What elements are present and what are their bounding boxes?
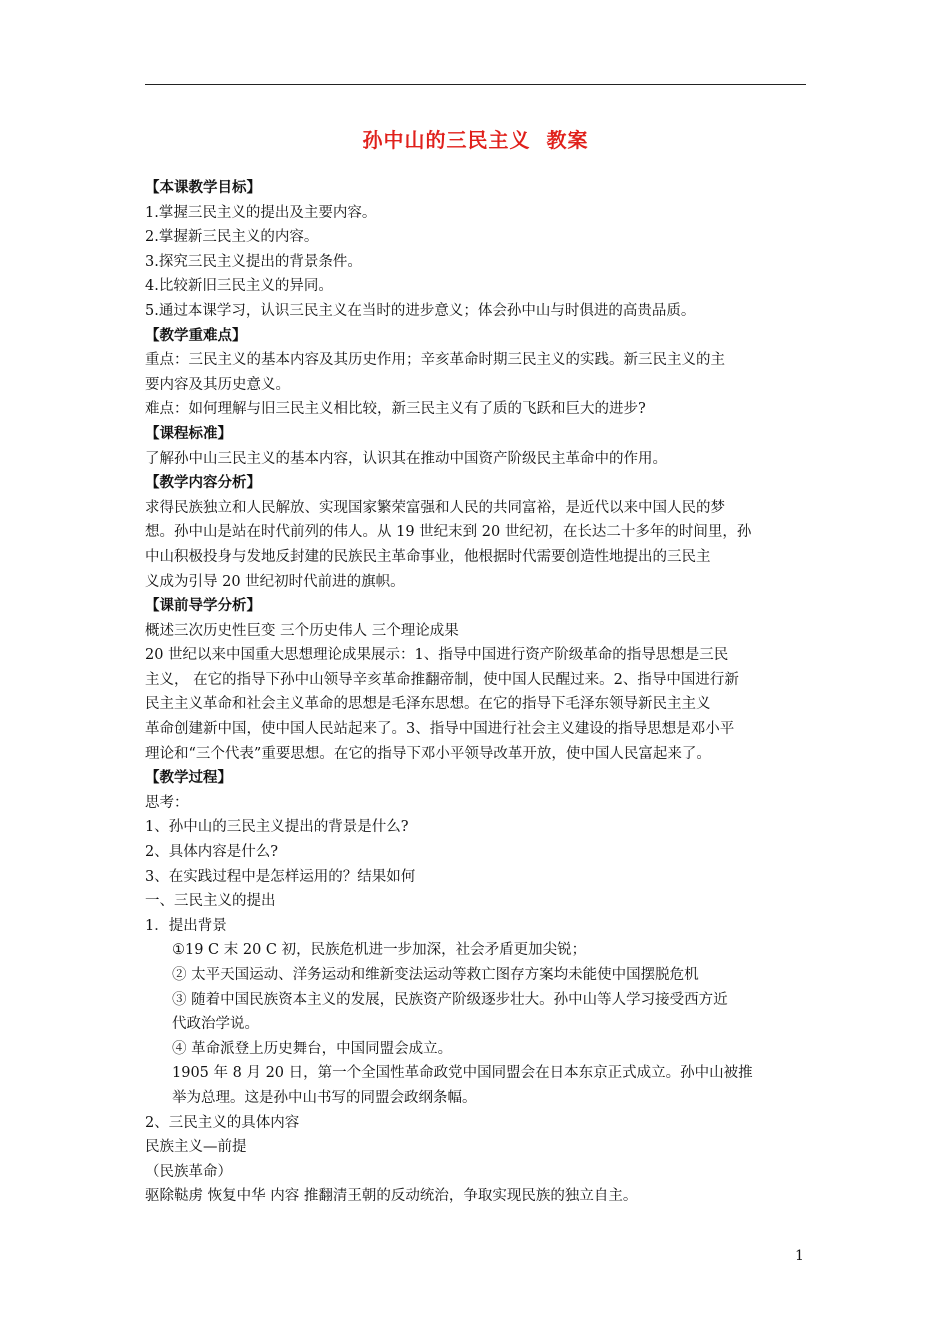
text-line: 思考： (145, 794, 189, 811)
section-heading: 【教学重难点】 (145, 327, 247, 344)
text-line: 1.掌握三民主义的提出及主要内容。 (145, 204, 377, 221)
text-line: 义成为引导 20 世纪初时代前进的旗帜。 (145, 573, 405, 590)
text-line: 想。孙中山是站在时代前列的伟人。从 19 世纪末到 20 世纪初，在长达二十多年的时间里，孙 (145, 524, 752, 541)
section-heading: 【教学过程】 (145, 770, 232, 787)
text-line: 中山积极投身与发地反封建的民族民主革命事业，他根据时代需要创造性地提出的三民主 (145, 548, 711, 565)
header-rule (145, 84, 806, 85)
text-line: 1．提出背景 (145, 917, 227, 934)
text-line: 主义， 在它的指导下孙中山领导辛亥革命推翻帝制，使中国人民醒过来。2、指导中国进行新 (145, 671, 739, 688)
text-line: （民族革命） (145, 1163, 232, 1180)
text-line: 要内容及其历史意义。 (145, 376, 290, 393)
text-line: 求得民族独立和人民解放、实现国家繁荣富强和人民的共同富裕，是近代以来中国人民的梦 (145, 499, 725, 516)
text-line: 1905 年 8 月 20 日，第一个全国性革命政党中国同盟会在日本东京正式成立。孙中山被推 (172, 1065, 753, 1082)
text-line: ①19 C 末 20 C 初，民族危机进一步加深，社会矛盾更加尖锐； (172, 942, 587, 959)
text-line: ④ 革命派登上历史舞台，中国同盟会成立。 (172, 1040, 453, 1057)
page-number: 1 (795, 1248, 804, 1264)
section-heading: 【教学内容分析】 (145, 475, 261, 492)
section-heading: 【课前导学分析】 (145, 598, 261, 615)
text-line: 革命创建新中国，使中国人民站起来了。3、指导中国进行社会主义建设的指导思想是邓小平 (145, 721, 735, 738)
text-line: 1、孙中山的三民主义提出的背景是什么? (145, 819, 409, 836)
text-line: 2、具体内容是什么? (145, 844, 278, 861)
text-line: 概述三次历史性巨变 三个历史伟人 三个理论成果 (145, 622, 459, 639)
text-line: 一、三民主义的提出 (145, 893, 276, 910)
text-line: ③ 随着中国民族资本主义的发展，民族资产阶级逐步壮大。孙中山等人学习接受西方近 (172, 991, 728, 1008)
page-title: 孙中山的三民主义 教案 (362, 128, 589, 152)
text-line: ② 太平天国运动、洋务运动和维新变法运动等救亡图存方案均未能使中国摆脱危机 (172, 967, 699, 983)
text-line: 了解孙中山三民主义的基本内容，认识其在推动中国资产阶级民主革命中的作用。 (145, 450, 667, 467)
text-line: 举为总理。这是孙中山书写的同盟会政纲条幅。 (172, 1089, 477, 1106)
text-line: 理论和“三个代表”重要思想。在它的指导下邓小平领导改革开放，使中国人民富起来了。 (145, 745, 711, 762)
text-line: 20 世纪以来中国重大思想理论成果展示：1、指导中国进行资产阶级革命的指导思想是三民 (145, 647, 729, 664)
text-line: 4.比较新旧三民主义的异同。 (145, 278, 333, 295)
text-line: 2、三民主义的具体内容 (145, 1114, 300, 1131)
text-line: 难点：如何理解与旧三民主义相比较，新三民主义有了质的飞跃和巨大的进步? (145, 401, 646, 418)
text-line: 驱除鞑虏 恢复中华 内容 推翻清王朝的反动统治，争取实现民族的独立自主。 (145, 1188, 638, 1205)
text-line: 民族主义—前提 (145, 1139, 247, 1156)
text-line: 3、在实践过程中是怎样运用的？结果如何 (145, 868, 416, 885)
text-line: 民主主义革命和社会主义革命的思想是毛泽东思想。在它的指导下毛泽东领导新民主主义 (145, 696, 711, 713)
text-line: 3.探究三民主义提出的背景条件。 (145, 253, 362, 270)
section-heading: 【课程标准】 (145, 425, 232, 442)
text-line: 重点：三民主义的基本内容及其历史作用；辛亥革命时期三民主义的实践。新三民主义的主 (145, 352, 725, 369)
text-line: 5.通过本课学习，认识三民主义在当时的进步意义；体会孙中山与时俱进的高贵品质。 (145, 302, 696, 319)
document-body (145, 176, 810, 1209)
text-line: 代政治学说。 (172, 1016, 259, 1033)
section-heading: 【本课教学目标】 (145, 180, 261, 196)
text-line: 2.掌握新三民主义的内容。 (145, 229, 319, 246)
